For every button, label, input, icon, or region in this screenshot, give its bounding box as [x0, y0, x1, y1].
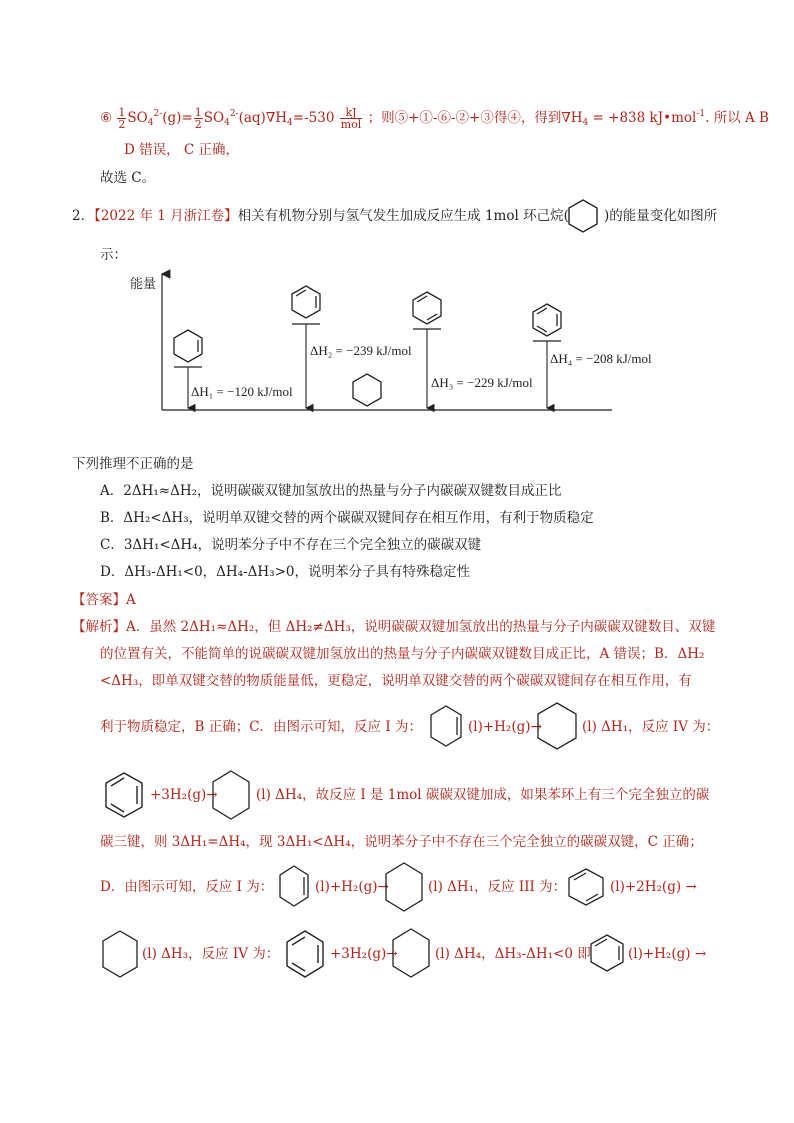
option-b: B．ΔH₂<ΔH₃，说明单双键交替的两个碳碳双键间存在相互作用，有利于物质稳定 — [100, 510, 594, 526]
analysis-line-5b: (l) ΔH₄，故反应 I 是 1mol 碳碳双键加成，如果苯环上有三个完全独立的碳 — [256, 787, 710, 803]
cyclohexane-icon-4 — [383, 860, 425, 914]
solution-line-1: ⑥ $\frac{1}{2}$ $SO_4^{2-}(g)=$ $\frac{1}{2}$ $SO_4^{2-}(aq)\nabla H_4=-530$ $\frac{kJ}{\text{mol}}$ ；则⑤+①-⑥-②+③得④，得到$\nabla H_4 = +838$ kJ•mol$^{-1}$. 所以 A B — [100, 106, 769, 131]
option-a: A．2ΔH₁≈ΔH₂，说明碳碳双键加氢放出的热量与分子内碳碳双键数目成正比 — [100, 483, 562, 499]
question-source: 【2022 年 1 月浙江卷】 — [94, 208, 238, 224]
question-stem: 下列推理不正确的是 — [72, 456, 194, 472]
answer-label: 【答案】 — [72, 592, 126, 608]
dh-sub-2: 4 — [582, 118, 589, 128]
y-axis-label: 能量 — [130, 276, 157, 291]
analysis-line-4c: (l) ΔH₁，反应 IV 为： — [582, 719, 720, 735]
cyclohexane-icon-6 — [390, 926, 432, 980]
item-number: ⑥ — [100, 110, 113, 126]
cyclohexane-product-icon — [353, 374, 381, 406]
dh-symbol: ∇H — [265, 110, 288, 126]
analysis-line-4b: (l)+H₂(g)→ — [468, 719, 542, 735]
analysis-line-5a: +3H₂(g)→ — [150, 787, 218, 803]
dh-value: =-530 — [292, 110, 335, 126]
cyclohexadiene-icon-2 — [565, 866, 607, 908]
cyclohexadiene-icon-3 — [587, 932, 627, 974]
analysis-line-8d: (l)+H₂(g) → — [628, 946, 707, 962]
cyclohexane-icon — [565, 198, 601, 234]
analysis-line-7d: (l)+2H₂(g) → — [610, 879, 697, 895]
result-value: = +838 kJ•mol — [588, 110, 697, 126]
question-text-b: )的能量变化如图所 — [604, 208, 718, 224]
analysis-line-7a: D．由图示可知，反应 I 为： — [100, 879, 274, 895]
answer-value: A — [126, 592, 136, 608]
benzene-icon-2 — [102, 770, 146, 820]
cyclohexane-icon-3 — [210, 768, 252, 822]
cyclohexane-icon-2 — [535, 700, 579, 752]
analysis-line-8b: +3H₂(g)→ — [330, 946, 398, 962]
analysis-text-1: A．虽然 2ΔH₁≈ΔH₂，但 ΔH₂≠ΔH₃，说明碳碳双键加氢放出的热量与分子内碳碳双键数目、双键 — [126, 619, 716, 635]
cyclohexene-icon — [174, 330, 202, 362]
cyclohexadiene-icon — [292, 286, 320, 318]
solution-line-3: 故选 C。 — [100, 170, 156, 186]
cyclohexene-icon-2 — [427, 702, 465, 750]
aq-state: (aq) — [238, 110, 266, 126]
question-text-a: 相关有机物分别与氢气发生加成反应生成 1mol 环己烷( — [237, 208, 569, 224]
analysis-line-2: 的位置有关，不能简单的说碳碳双键加氢放出的热量与分子内碳碳双键数目成正比，A 错误；B．ΔH₂ — [100, 646, 705, 662]
cyclohexane-icon-5 — [100, 928, 140, 980]
question-number: 2． — [72, 208, 95, 224]
unit-fraction: $\frac{kJ}{\text{mol}}$ — [340, 106, 362, 131]
conclusion-tail: . 所以 A B — [705, 110, 769, 126]
cyclohexene-icon-3 — [276, 862, 312, 910]
answer-line — [72, 590, 136, 610]
analysis-line-7b: (l)+H₂(g)→ — [315, 879, 389, 895]
derivation-text: ；则⑤+①-⑥-②+③得④，得到∇H — [367, 110, 583, 126]
benzene-icon — [533, 304, 561, 336]
benzene-icon-3 — [283, 928, 327, 980]
dh-sub: 4 — [287, 118, 293, 128]
fraction-half: $\frac{1}{2}$ — [118, 106, 126, 131]
analysis-line-4a: 利于物质稳定，B 正确；C．由图示可知，反应 I 为： — [100, 719, 422, 735]
unit-sup: -1 — [696, 109, 706, 119]
analysis-label: 【解析】 — [72, 619, 126, 635]
option-d: D．ΔH₃-ΔH₁<0，ΔH₄-ΔH₃>0，说明苯分子具有特殊稳定性 — [100, 564, 470, 580]
analysis-line-3: <ΔH₃，即单双键交替的物质能量低，更稳定，说明单双键交替的两个碳碳双键间存在相互作用，有 — [100, 673, 692, 689]
analysis-line-1 — [72, 617, 715, 637]
analysis-line-8c: (l) ΔH₄，ΔH₃-ΔH₁<0 即 — [435, 946, 591, 962]
analysis-line-8a: (l) ΔH₃，反应 IV 为： — [142, 946, 280, 962]
analysis-line-6: 碳三键，则 3ΔH₁=ΔH₄，现 3ΔH₁<ΔH₄，说明苯分子中不存在三个完全独立的碳碳双键，C 正确； — [100, 834, 703, 850]
gas-state: (g)= — [162, 110, 193, 126]
dh3-label: ΔH₃ = −229 kJ/mol — [431, 375, 533, 390]
dh1-label: ΔH₁ = −120 kJ/mol — [191, 384, 293, 399]
solution-line-2: D 错误， C 正确， — [124, 142, 240, 158]
so2-text-2: SO — [203, 110, 225, 126]
cyclohexadiene-14-icon — [413, 292, 441, 324]
energy-diagram — [120, 268, 680, 428]
question-2-header — [72, 206, 569, 226]
so2-text: SO — [127, 110, 148, 126]
fraction-half-2: $\frac{1}{2}$ — [194, 106, 202, 131]
question-text-c: 示： — [100, 247, 127, 263]
option-c: C．3ΔH₁<ΔH₄，说明苯分子中不存在三个完全独立的碳碳双键 — [100, 537, 482, 553]
analysis-line-7c: (l) ΔH₁，反应 III 为： — [428, 879, 567, 895]
dh4-label: ΔH₄ = −208 kJ/mol — [550, 351, 652, 366]
dh2-label: ΔH₂ = −239 kJ/mol — [310, 343, 412, 358]
